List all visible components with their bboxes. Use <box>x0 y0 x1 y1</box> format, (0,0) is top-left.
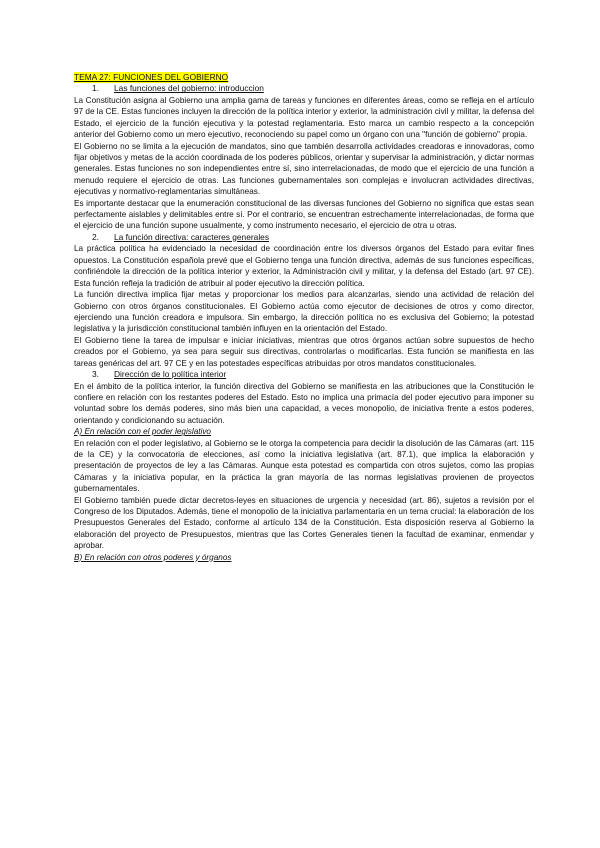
section-heading <box>74 83 534 95</box>
document-title: TEMA 27: FUNCIONES DEL GOBIERNO <box>74 72 229 82</box>
section-heading <box>74 232 534 244</box>
paragraph: El Gobierno no se limita a la ejecución de mandatos, sino que también desarrolla actividades creadoras e innovadoras, como fijar objetivos y metas de la acción coordinada de los poderes públicos, orientar y supervisar la administración, y dictar normas generales. Estas funciones no son independientes entre sí, sino interrelacionadas, de modo que el ejercicio de una función a menudo requiere el ejercicio de otras. Las funciones gubernamentales son complejas e involucran actividades directivas, ejecutivas y normativo-reglamentarias simultáneas. <box>74 141 534 197</box>
section-title: Las funciones del gobierno: introduccion <box>114 83 264 94</box>
subsection-label: A) En relación con el poder legislativo <box>74 427 211 437</box>
paragraph: La función directiva implica fijar metas y proporcionar los medios para alcanzarlas, siendo una actividad de relación del Gobierno con otros órganos constitucionales. El Gobierno actúa como ejecutor de decisiones de otros y como director, ejerciendo una función creadora e impulsora. Sin embargo, la dirección política no es exclusiva del Gobierno; la potestad legislativa y la jurisdicción constitucional también influyen en la orientación del Estado. <box>74 290 534 334</box>
paragraph: Es importante destacar que la enumeración constitucional de las diversas funciones del Gobierno no significa que estas sean perfectamente aislables y delimitables entre sí. Por el contrario, se encuentran estrechamente interrelacionadas, de forma que el ejercicio de una función supone usualmente, y como instrumento necesario, el ejercicio de otra u otras. <box>74 198 534 231</box>
document-body <box>74 72 534 563</box>
subsection-label: B) En relación con otros poderes y órganos <box>74 552 232 562</box>
paragraph: La Constitución asigna al Gobierno una amplia gama de tareas y funciones en diferentes áreas, como se refleja en el artículo 97 de la CE. Estas funciones incluyen la dirección de la política interior y exterior, la administración civil y militar, la defensa del Estado, el ejercicio de la función ejecutiva y la potestad reglamentaria. Esto marca un cambio respecto a la concepción anterior del Gobierno como un mero ejecutivo, reconociendo su papel como un órgano con una "función de gobierno" propia. <box>74 96 534 140</box>
paragraph: La práctica política ha evidenciado la necesidad de coordinación entre los diversos órganos del Estado para evitar fines opuestos. La Constitución española prevé que el Gobierno tenga una función directiva, además de sus funciones específicas, confiriéndole la dirección de la política interior y exterior, la Administración civil y militar, y la defensa del Estado (art. 97 CE). Esta función refleja la tradición de atribuir al poder ejecutivo la dirección política. <box>74 244 534 288</box>
section-number: 3. <box>92 368 99 379</box>
section-funcion-directiva <box>74 232 534 369</box>
paragraph: En el ámbito de la política interior, la función directiva del Gobierno se manifiesta en las atribuciones que la Constitución le confiere en relación con los restantes poderes del Estado. Esto no implica una primacía del poder ejecutivo para imponer su voluntad sobre los demás poderes, sino más bien una capacidad, a veces monopolio, de iniciativa frente a estos poderes, orientando y condicionando su actuación. <box>74 381 534 425</box>
paragraph: El Gobierno también puede dictar decretos-leyes en situaciones de urgencia y necesidad (art. 86), sujetos a revisión por el Congreso de los Diputados. Además, tiene el monopolio de la iniciativa parlamentaria en un tema crucial: la elaboración de los Presupuestos Generales del Estado, conforme al artículo 134 de la Constitución. Esta disposición reserva al Gobierno la elaboración del proyecto de Presupuestos, mientras que las Cortes Generales tienen la facultad de examinar, enmendar y aprobar. <box>74 495 534 551</box>
section-heading <box>74 369 534 381</box>
paragraph: El Gobierno tiene la tarea de impulsar e iniciar iniciativas, mientras que otros órganos actúan sobre supuestos de hecho creados por el Gobierno, ya sea para seguir sus directivas, controlarlas o modificarlas. Esta función se manifiesta en las tareas genéricas del art. 97 CE y en las potestades específicas atribuidas por otros mandatos constitucionales. <box>74 335 534 368</box>
section-introduccion <box>74 83 534 231</box>
section-title: La función directiva: caracteres generales <box>114 231 270 242</box>
section-number: 1. <box>92 83 99 94</box>
paragraph: En relación con el poder legislativo, al Gobierno se le otorga la competencia para decidir la disolución de las Cámaras (art. 115 de la CE) y la convocatoria de elecciones, así como la iniciativa legislativa (art. 87.1), que implica la elaboración y presentación de proyectos de ley a las Cámaras. Aunque esta potestad es compartida con otros sujetos, como las propias Cámaras y la iniciativa popular, en la práctica la gran mayoría de las normas legislativas provienen de proyectos gubernamentales. <box>74 438 534 494</box>
section-number: 2. <box>92 231 99 242</box>
section-politica-interior <box>74 369 534 563</box>
section-title: Dirección de lo política interior <box>114 368 227 379</box>
